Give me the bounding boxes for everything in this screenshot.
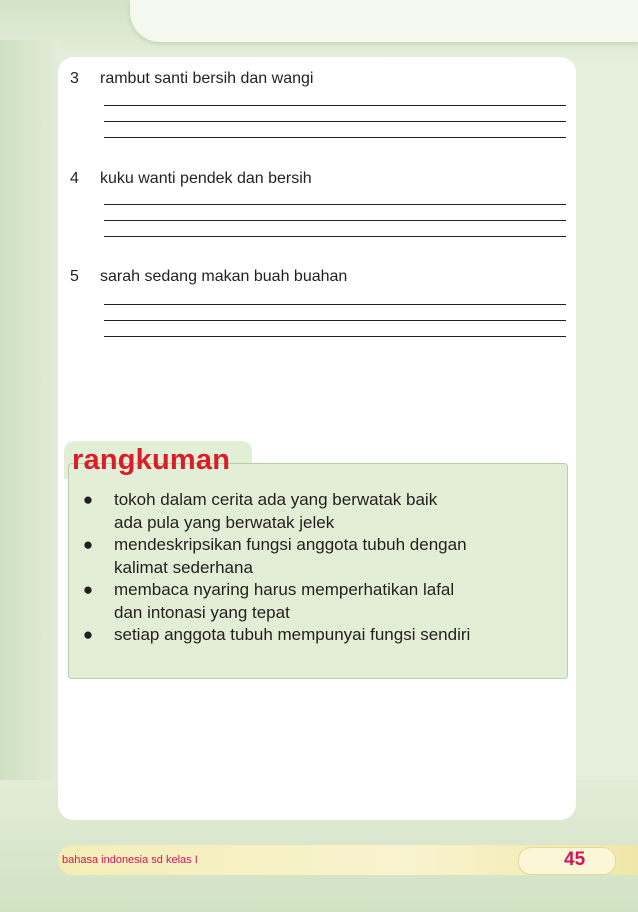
question-number: 5: [70, 268, 79, 285]
list-item: [82, 579, 594, 624]
list-item: [82, 624, 594, 647]
answer-line[interactable]: [104, 204, 566, 205]
page-number: 45: [564, 849, 586, 870]
bullet-icon: ●: [82, 580, 94, 599]
list-item: [82, 534, 594, 579]
question-number: 3: [70, 70, 79, 87]
question-text: kuku wanti pendek dan bersih: [100, 170, 312, 187]
question-text: sarah sedang makan buah buahan: [100, 268, 348, 285]
answer-line[interactable]: [104, 336, 566, 337]
answer-line[interactable]: [104, 105, 566, 106]
bullet-icon: ●: [82, 535, 94, 554]
answer-line[interactable]: [104, 121, 566, 122]
list-item-line: ada pula yang berwatak jelek: [114, 512, 335, 532]
bullet-icon: ●: [82, 625, 94, 644]
page-sheet-bottom: [58, 760, 576, 820]
left-background: [0, 40, 60, 840]
top-decorative-tab: [130, 0, 638, 42]
answer-line[interactable]: [104, 137, 566, 138]
list-item-line: membaca nyaring harus memperhatikan lafal: [114, 580, 455, 599]
question-3: [70, 70, 313, 88]
list-item-line: tokoh dalam cerita ada yang berwatak baik: [114, 490, 438, 509]
question-text: rambut santi bersih dan wangi: [100, 70, 314, 87]
summary-list: [82, 489, 594, 647]
book-title: bahasa indonesia sd kelas I: [62, 854, 198, 866]
bullet-icon: ●: [82, 490, 94, 509]
list-item-line: dan intonasi yang tepat: [114, 602, 290, 622]
question-4: [70, 170, 312, 188]
question-number: 4: [70, 170, 79, 187]
list-item-line: setiap anggota tubuh mempunyai fungsi sendiri: [114, 625, 471, 644]
list-item-line: kalimat sederhana: [114, 557, 253, 577]
list-item-line: mendeskripsikan fungsi anggota tubuh dengan: [114, 535, 467, 554]
answer-line[interactable]: [104, 220, 566, 221]
summary-title: rangkuman: [72, 444, 231, 476]
answer-line[interactable]: [104, 236, 566, 237]
page-footer: [58, 845, 638, 875]
answer-line[interactable]: [104, 320, 566, 321]
question-5: [70, 268, 347, 286]
answer-line[interactable]: [104, 304, 566, 305]
list-item: [82, 489, 594, 534]
